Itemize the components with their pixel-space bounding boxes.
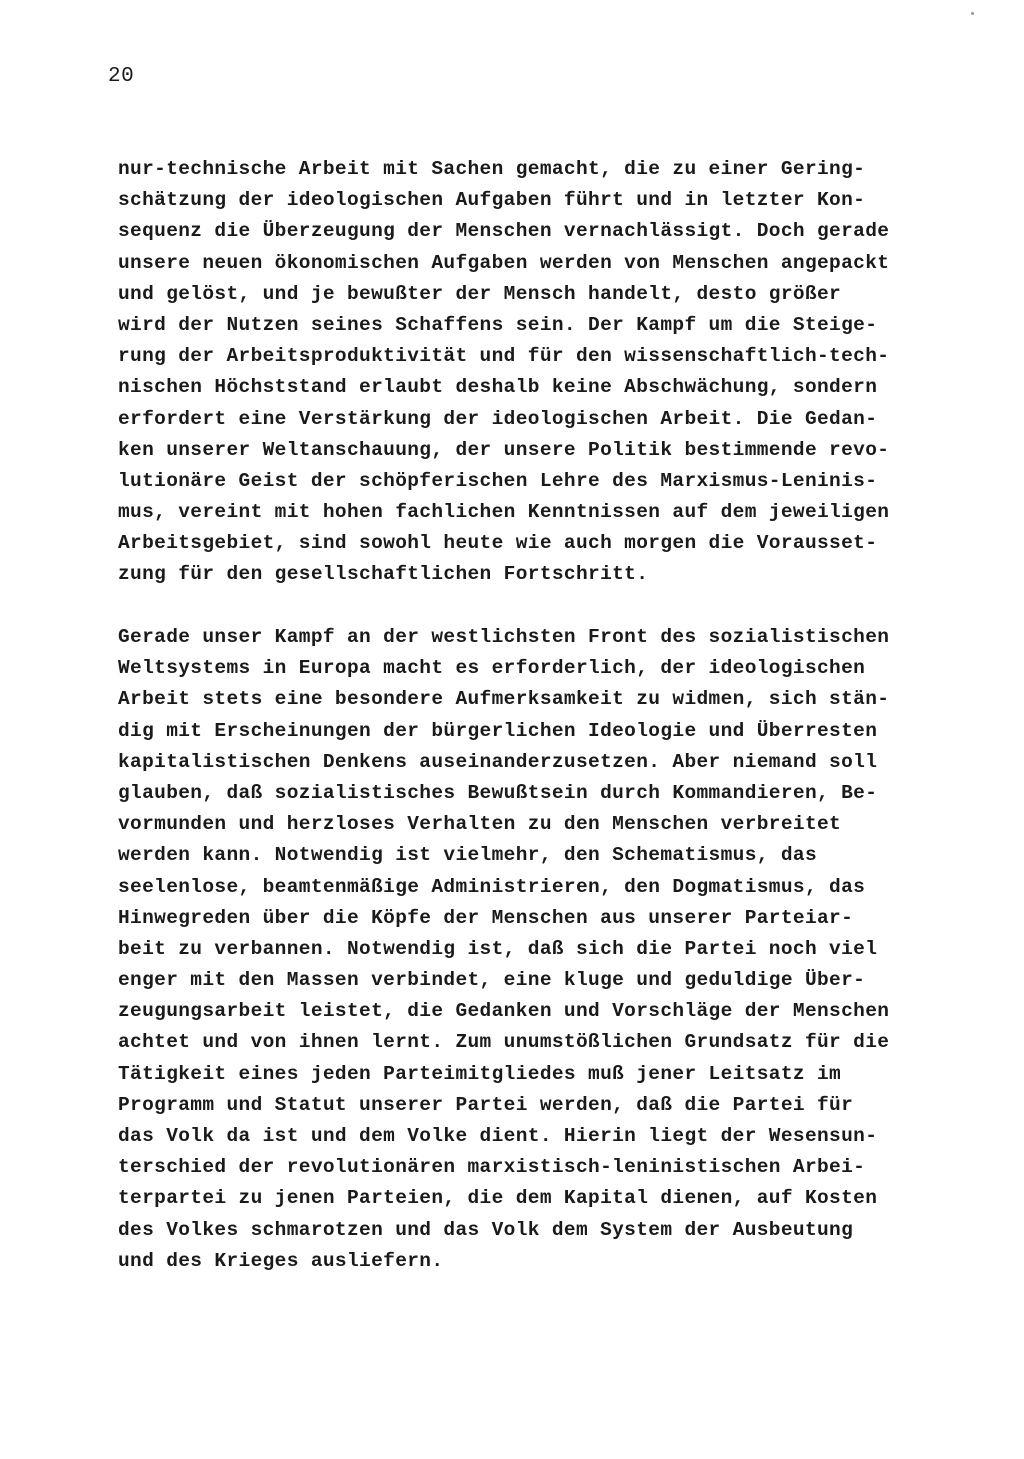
paragraph-1	[118, 154, 918, 591]
text-line: unsere neuen ökonomischen Aufgaben werden von Menschen angepackt	[118, 251, 890, 274]
text-line: Tätigkeit eines jeden Parteimitgliedes muß jener Leitsatz im	[118, 1062, 842, 1085]
text-line: dig mit Erscheinungen der bürgerlichen Ideologie und Überresten	[118, 719, 878, 742]
page-number: 20	[108, 65, 135, 88]
text-line: Gerade unser Kampf an der westlichsten Front des sozialistischen	[118, 626, 890, 648]
text-line: lutionäre Geist der schöpferischen Lehre des Marxismus-Leninis-	[118, 469, 878, 492]
text-line: und des Krieges ausliefern.	[118, 1249, 444, 1272]
text-line: nischen Höchststand erlaubt deshalb keine Abschwächung, sondern	[118, 376, 878, 399]
text-line: kapitalistischen Denkens auseinanderzusetzen. Aber niemand soll	[118, 750, 878, 773]
text-line: Programm und Statut unserer Partei werden, daß die Partei für	[118, 1093, 854, 1116]
text-line: seelenlose, beamtenmäßige Administrieren, den Dogmatismus, das	[118, 875, 866, 898]
text-line: sequenz die Überzeugung der Menschen vernachlässigt. Doch gerade	[118, 220, 890, 243]
text-line: enger mit den Massen verbindet, eine kluge und geduldige Über-	[118, 969, 866, 992]
text-line: zeugungsarbeit leistet, die Gedanken und Vorschläge der Menschen	[118, 1000, 890, 1023]
text-line: beit zu verbannen. Notwendig ist, daß sich die Partei noch viel	[118, 937, 878, 960]
text-line: rung der Arbeitsproduktivität und für den wissenschaftlich-tech-	[118, 345, 890, 368]
text-line: nur-technische Arbeit mit Sachen gemacht, die zu einer Gering-	[118, 158, 866, 180]
text-line: schätzung der ideologischen Aufgaben führt und in letzter Kon-	[118, 189, 866, 212]
text-line: wird der Nutzen seines Schaffens sein. Der Kampf um die Steige-	[118, 313, 878, 336]
text-line: erfordert eine Verstärkung der ideologischen Arbeit. Die Gedan-	[118, 407, 878, 430]
text-line: ken unserer Weltanschauung, der unsere Politik bestimmende revo-	[118, 438, 890, 461]
text-line: Arbeit stets eine besondere Aufmerksamkeit zu widmen, sich stän-	[118, 688, 890, 711]
text-line: werden kann. Notwendig ist vielmehr, den Schematismus, das	[118, 844, 818, 867]
text-line: zung für den gesellschaftlichen Fortschritt.	[118, 563, 649, 586]
text-line: terpartei zu jenen Parteien, die dem Kapital dienen, auf Kosten	[118, 1187, 878, 1210]
text-line: Arbeitsgebiet, sind sowohl heute wie auch morgen die Vorausset-	[118, 532, 878, 555]
text-line: und gelöst, und je bewußter der Mensch handelt, desto größer	[118, 282, 842, 305]
paragraph-2	[118, 622, 918, 1277]
text-line: vormunden und herzloses Verhalten zu den Menschen verbreitet	[118, 813, 842, 836]
text-line: des Volkes schmarotzen und das Volk dem System der Ausbeutung	[118, 1218, 854, 1241]
text-line: terschied der revolutionären marxistisch-leninistischen Arbei-	[118, 1156, 866, 1179]
text-line: das Volk da ist und dem Volke dient. Hierin liegt der Wesensun-	[118, 1125, 878, 1147]
text-line: Hinwegreden über die Köpfe der Menschen aus unserer Parteiar-	[118, 906, 854, 929]
scan-speck	[971, 12, 974, 15]
text-line: glauben, daß sozialistisches Bewußtsein durch Kommandieren, Be-	[118, 781, 878, 804]
text-line: Weltsystems in Europa macht es erforderlich, der ideologischen	[118, 657, 866, 680]
text-line: achtet und von ihnen lernt. Zum unumstößlichen Grundsatz für die	[118, 1031, 890, 1054]
text-line: mus, vereint mit hohen fachlichen Kenntnissen auf dem jeweiligen	[118, 501, 890, 524]
